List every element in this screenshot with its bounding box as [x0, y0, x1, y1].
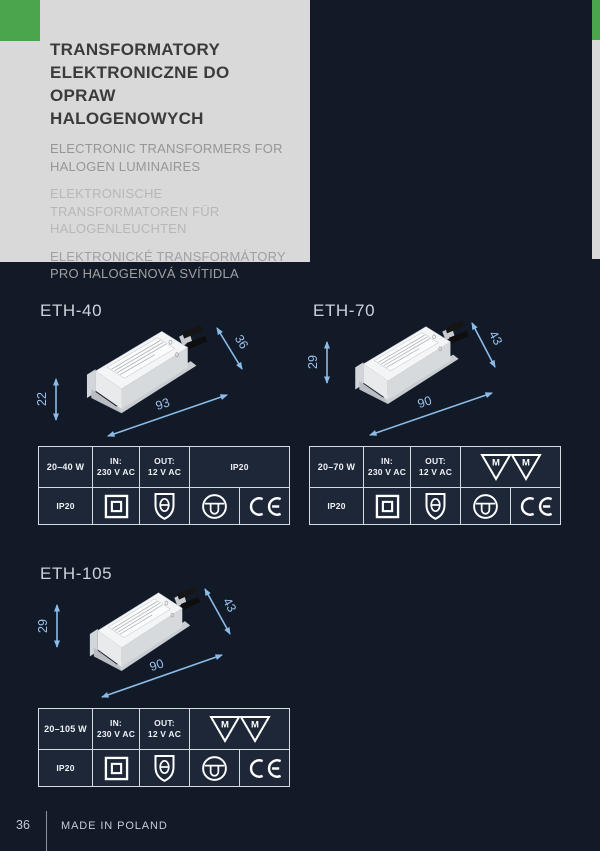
- transformer-device-image: [87, 325, 207, 413]
- m-triangles-icon: [209, 715, 271, 743]
- spec-icon-cell: [240, 488, 289, 524]
- page-number: 36: [16, 818, 30, 832]
- ce-mark-icon: [518, 495, 554, 518]
- spec-icon-cell: [190, 488, 239, 524]
- spec-in-label: IN:: [110, 456, 122, 466]
- dimension-depth-label: 36: [231, 332, 252, 352]
- m-mark-letter: M: [521, 457, 530, 469]
- spec-table-eth-40: [38, 446, 290, 525]
- dimension-length-label: 93: [153, 395, 172, 414]
- spec-marks-cell: [461, 447, 560, 487]
- spec-table-eth-70: [309, 446, 561, 525]
- thermal-protection-shield-icon: [424, 492, 447, 520]
- subtitle-cs-line-2: PRO HALOGENOVÁ SVÍTIDLA: [50, 266, 239, 281]
- dimension-length-label: 90: [147, 656, 166, 675]
- class-ii-insulation-icon: [104, 756, 129, 781]
- spec-input-cell: [93, 447, 139, 487]
- spec-output-cell: [411, 447, 460, 487]
- page-title: [50, 38, 298, 130]
- made-in-poland-label: MADE IN POLAND: [61, 820, 168, 832]
- dimension-height-label: 22: [35, 392, 49, 406]
- spec-input-cell: [364, 447, 410, 487]
- spec-in-value: 230 V AC: [367, 467, 407, 477]
- spec-power-value: 20–105 W: [44, 723, 87, 734]
- dimension-length-label: 90: [415, 393, 434, 412]
- spec-in-label: IN:: [110, 718, 122, 728]
- subtitle-cs-line-1: ELEKTRONICKÉ TRANSFORMÁTORY: [50, 248, 286, 264]
- spec-ip-value: IP20: [56, 500, 75, 511]
- spec-icon-cell: [411, 488, 460, 524]
- spec-out-value: 12 V AC: [418, 467, 453, 477]
- product-figure-eth-105: [30, 555, 300, 705]
- m-triangles-icon: [480, 453, 542, 481]
- subtitle-en-line-2: HALOGEN LUMINAIRES: [50, 158, 201, 174]
- spec-icon-cell: [364, 488, 410, 524]
- right-edge-gray-strip: [592, 40, 600, 259]
- spec-marks-cell: [190, 709, 289, 749]
- footer-divider: [46, 811, 47, 851]
- temperature-limit-circle-icon: [201, 493, 228, 520]
- spec-ip-cell: [310, 488, 363, 524]
- spec-power-cell: [39, 447, 92, 487]
- transformer-device-image: [355, 321, 469, 404]
- spec-power-value: 20–40 W: [46, 461, 85, 472]
- spec-icon-cell: [190, 750, 239, 786]
- spec-icon-cell: [93, 488, 139, 524]
- temperature-limit-circle-icon: [201, 755, 228, 782]
- spec-in-label: IN:: [381, 456, 393, 466]
- subtitle-czech: [50, 248, 298, 283]
- ce-mark-icon: [247, 757, 283, 780]
- header-panel: [0, 0, 310, 281]
- spec-icon-cell: [240, 750, 289, 786]
- spec-out-label: OUT:: [425, 456, 446, 466]
- product-name-eth-70: ETH-70: [313, 301, 376, 320]
- spec-marks-cell: [190, 447, 289, 487]
- green-accent-square: [0, 0, 40, 41]
- product-name-eth-105: ETH-105: [40, 564, 113, 583]
- thermal-protection-shield-icon: [153, 492, 176, 520]
- spec-icon-cell: [93, 750, 139, 786]
- spec-out-value: 12 V AC: [147, 729, 182, 739]
- spec-power-value: 20–70 W: [317, 461, 356, 472]
- spec-ip-value: IP20: [56, 762, 75, 773]
- product-figure-eth-70: [305, 295, 565, 445]
- spec-icon-cell: [461, 488, 510, 524]
- dimension-depth-label: 43: [486, 328, 505, 348]
- dimension-height-label: 29: [36, 619, 50, 633]
- dimension-depth-label: 43: [220, 595, 239, 615]
- spec-output-cell: [140, 709, 189, 749]
- spec-power-cell: [39, 709, 92, 749]
- subtitle-german: [50, 185, 298, 238]
- spec-out-value: 12 V AC: [147, 467, 182, 477]
- subtitle-de-line-2: TRANSFORMATOREN FÜR: [50, 203, 220, 219]
- spec-ip-value: IP20: [327, 500, 346, 511]
- spec-icon-cell: [140, 750, 189, 786]
- product-name-eth-40: ETH-40: [40, 301, 103, 320]
- spec-ip-cell: [39, 488, 92, 524]
- spec-output-cell: [140, 447, 189, 487]
- subtitle-de-line-3: HALOGENLEUCHTEN: [50, 221, 187, 236]
- subtitle-en-line-1: ELECTRONIC TRANSFORMERS FOR: [50, 141, 283, 156]
- m-mark-letter: M: [491, 457, 500, 469]
- spec-table-eth-105: [38, 708, 290, 787]
- transformer-device-image: [90, 587, 200, 671]
- header-text-block: [50, 38, 298, 283]
- subtitle-english: [50, 140, 298, 175]
- class-ii-insulation-icon: [375, 494, 400, 519]
- m-mark-letter: M: [220, 719, 229, 731]
- class-ii-insulation-icon: [104, 494, 129, 519]
- title-line-2: ELEKTRONICZNE DO OPRAW: [50, 63, 230, 105]
- spec-out-label: OUT:: [154, 718, 175, 728]
- spec-icon-cell: [511, 488, 560, 524]
- m-mark-letter: M: [250, 719, 259, 731]
- subtitle-de-line-1: ELEKTRONISCHE: [50, 186, 163, 201]
- right-edge-green-strip: [592, 0, 600, 40]
- title-line-3: HALOGENOWYCH: [50, 109, 204, 128]
- dimension-height-label: 29: [306, 355, 320, 369]
- title-line-1: TRANSFORMATORY: [50, 40, 221, 59]
- spec-power-cell: [310, 447, 363, 487]
- product-figure-eth-40: [30, 295, 290, 445]
- thermal-protection-shield-icon: [153, 754, 176, 782]
- ce-mark-icon: [247, 495, 283, 518]
- spec-ip-cell: [39, 750, 92, 786]
- spec-in-value: 230 V AC: [96, 467, 136, 477]
- spec-input-cell: [93, 709, 139, 749]
- spec-ip-top-value: IP20: [230, 461, 249, 472]
- spec-out-label: OUT:: [154, 456, 175, 466]
- spec-in-value: 230 V AC: [96, 729, 136, 739]
- temperature-limit-circle-icon: [472, 493, 499, 520]
- spec-icon-cell: [140, 488, 189, 524]
